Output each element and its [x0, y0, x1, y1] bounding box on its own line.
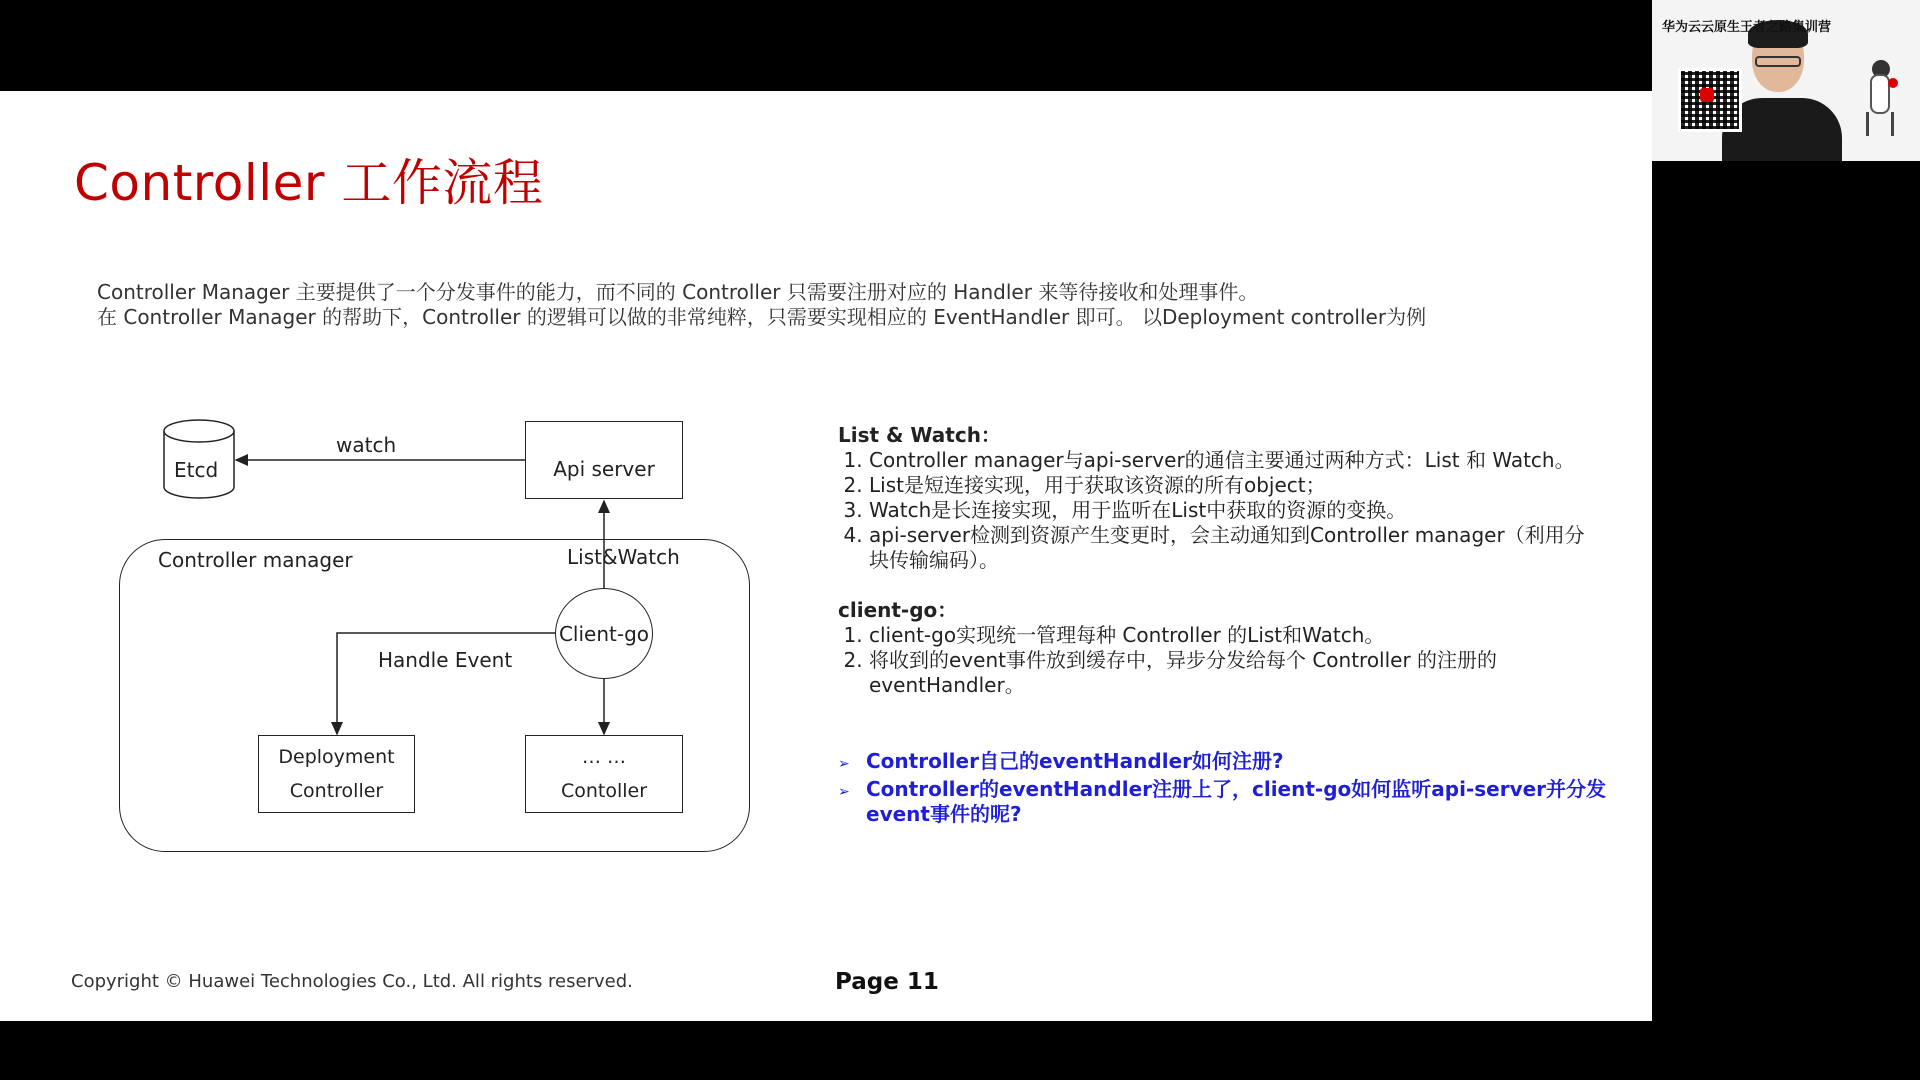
api-server-box — [525, 421, 683, 499]
intro-line-1: Controller Manager 主要提供了一个分发事件的能力，而不同的 Controller 只需要注册对应的 Handler 来等待接收和处理事件。 — [97, 280, 1259, 304]
webcam-title: 华为云云原生王者之路集训营 — [1662, 20, 1832, 35]
etcd-label: Etcd — [174, 458, 219, 482]
list-watch-heading: List & Watch： — [838, 423, 1001, 447]
deployment-controller-box — [258, 735, 415, 813]
slide — [0, 91, 1652, 1021]
list-watch-label: List&Watch — [567, 545, 680, 569]
list-item: 1. client-go实现统一管理每种 Controller 的List和Watch。 — [869, 623, 1638, 648]
other-controller-box — [525, 735, 683, 813]
explanation-panel — [838, 423, 1638, 698]
arrow-bullet-icon: ➢ — [838, 784, 850, 800]
watch-label: watch — [336, 433, 397, 457]
other-controller-line2: Contoller — [560, 780, 648, 802]
other-controller-line1: … … — [581, 746, 627, 768]
arrow-bullet-icon: ➢ — [838, 756, 850, 772]
list-item: 2. List是短连接实现，用于获取该资源的所有object； — [869, 473, 1638, 498]
question-row — [838, 749, 1638, 777]
client-go-list — [838, 623, 1638, 698]
huawei-logo-icon — [1700, 88, 1714, 102]
list-item: 3. Watch是长连接实现，用于监听在List中获取的资源的变换。 — [869, 498, 1638, 523]
list-item: 2. 将收到的event事件放到缓存中，异步分发给每个 Controller 的注册的eventHandler。 — [869, 648, 1638, 698]
client-go-label: Client-go — [558, 621, 650, 646]
question-text: Controller的eventHandler注册上了，client-go如何监听api-server并分发event事件的呢? — [866, 777, 1607, 826]
webcam-overlay — [1652, 0, 1920, 161]
list-item: 1. Controller manager与api-server的通信主要通过两种方式：List 和 Watch。 — [869, 448, 1638, 473]
list-item: 4. api-server检测到资源产生变更时，会主动通知到Controller manager（利用分块传输编码）。 — [869, 523, 1638, 573]
intro-line-2: 在 Controller Manager 的帮助下，Controller 的逻辑可以做的非常纯粹，只需要实现相应的 EventHandler 即可。 以Deployment controller为例 — [97, 305, 1427, 329]
handle-event-label: Handle Event — [378, 648, 513, 672]
question-row — [838, 777, 1638, 827]
client-go-circle — [555, 588, 653, 679]
client-go-heading: client-go： — [838, 598, 958, 622]
deployment-controller-line1: Deployment — [278, 746, 395, 768]
architecture-diagram — [0, 91, 780, 1021]
question-text: Controller自己的eventHandler如何注册? — [866, 749, 1284, 773]
copyright: Copyright © Huawei Technologies Co., Ltd. All rights reserved. — [71, 971, 633, 992]
api-server-label: Api server — [553, 457, 655, 481]
questions — [838, 749, 1638, 827]
slide-title: Controller 工作流程 — [74, 154, 544, 212]
mascot-icon — [1852, 60, 1908, 140]
page-number: Page 11 — [835, 969, 939, 995]
deployment-controller-line2: Controller — [289, 780, 384, 802]
list-watch-list — [838, 448, 1638, 573]
controller-manager-label: Controller manager — [158, 548, 353, 572]
